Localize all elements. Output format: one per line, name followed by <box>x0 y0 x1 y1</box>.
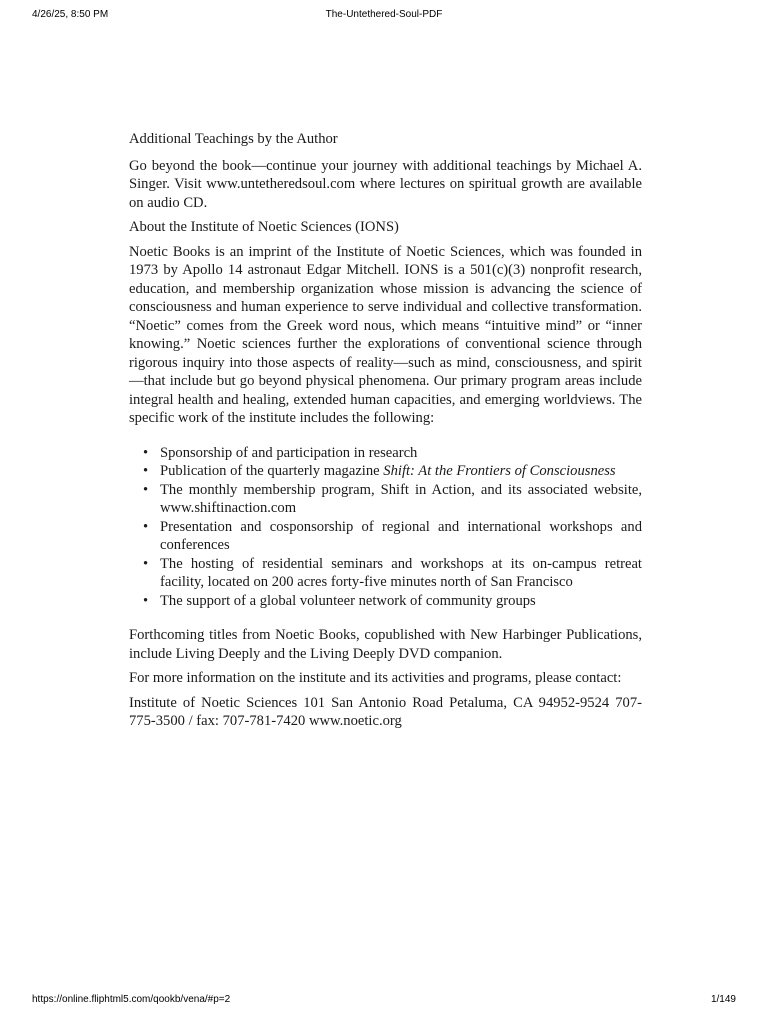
paragraph-contact: For more information on the institute and its activities and programs, please contact: <box>129 670 622 686</box>
paragraph-about-ions: Noetic Books is an imprint of the Institute of Noetic Sciences, which was founded in 1973 by Apollo 14 astronaut Edgar Mitchell. IONS is a 501(c)(3) nonprofit research, education, and membership organization whose mission is advancing the science of consciousness and human experience to serve individual and collective transformation. “Noetic” comes from the Greek word nous, which means “intuitive mind” or “inner knowing.” Noetic sciences further the explorations of conventional science through rigorous inquiry into those aspects of reality—such as mind, consciousness, and spirit—that include but go beyond physical phenomena. Our primary program areas include integral health and healing, extended human capacities, and emerging worldviews. The specific work of the institute includes the following: <box>129 243 642 426</box>
list-item <box>129 518 642 555</box>
bullet-icon: • <box>143 555 149 572</box>
print-footer <box>0 990 768 1020</box>
bullet-icon: • <box>143 592 149 609</box>
paragraph-additional-teachings: Go beyond the book—continue your journey with additional teachings by Michael A. Singer. Visit www.untetheredsoul.com where lectures on spiritual growth are available on audio CD. <box>129 157 642 211</box>
bullet-icon: • <box>143 481 149 498</box>
bullet-icon: • <box>143 463 149 479</box>
print-header <box>0 0 768 30</box>
bullet-icon: • <box>143 444 149 461</box>
heading-additional-teachings: Additional Teachings by the Author <box>129 131 338 147</box>
paragraph-forthcoming-titles: Forthcoming titles from Noetic Books, copublished with New Harbinger Publications, include Living Deeply and the Living Deeply DVD companion. <box>129 627 642 662</box>
print-doc-title: The-Untethered-Soul-PDF <box>325 9 443 20</box>
paragraph-address: Institute of Noetic Sciences 101 San Antonio Road Petaluma, CA 94952-9524 707-775-3500 / fax: 707-781-7420 www.noetic.org <box>129 694 642 729</box>
print-page-counter: 1/149 <box>710 994 736 1005</box>
print-url: https://online.fliphtml5.com/qookb/vena/#p=2 <box>32 994 231 1005</box>
magazine-title: Shift: At the Frontiers of Consciousness <box>383 463 616 479</box>
list-item-text: The hosting of residential seminars and workshops at its on-campus retreat facility, located on 200 acres forty-five minutes north of San Francisco <box>160 555 642 590</box>
print-datetime: 4/26/25, 8:50 PM <box>32 9 109 20</box>
list-item-text: Presentation and cosponsorship of regional and international workshops and conferences <box>160 518 642 553</box>
list-item <box>129 481 642 518</box>
list-item <box>129 592 642 611</box>
list-item-text: Publication of the quarterly magazine <box>160 463 384 479</box>
institute-work-list <box>129 444 642 611</box>
list-item-text: The monthly membership program, Shift in Action, and its associated website, www.shiftinaction.com <box>160 481 642 516</box>
list-item <box>129 444 642 463</box>
document-page <box>129 130 642 737</box>
list-item-text: The support of a global volunteer network of community groups <box>160 592 536 609</box>
bullet-icon: • <box>143 518 149 535</box>
list-item-text: Sponsorship of and participation in research <box>160 444 418 461</box>
heading-about-ions: About the Institute of Noetic Sciences (IONS) <box>129 219 399 235</box>
list-item <box>129 462 642 481</box>
list-item <box>129 555 642 592</box>
